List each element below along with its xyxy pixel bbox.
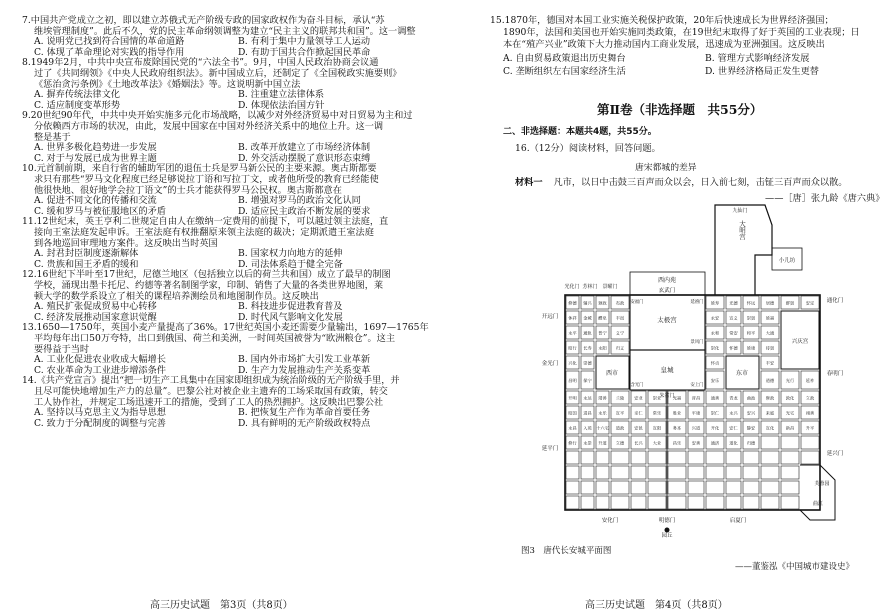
ward-label: 怀德	[729, 345, 738, 351]
option: D. 适应民主政治不断发展的要求	[238, 205, 371, 217]
right-footer: 高三历史试题 第4页（共8页）	[585, 600, 728, 611]
ward-block	[631, 466, 646, 479]
ward-label: 安善	[691, 440, 701, 446]
xingqing-label: 兴庆宫	[791, 339, 809, 345]
ward-label: 兴道	[691, 425, 701, 431]
question-text: 整是基于	[34, 131, 71, 143]
figure-caption: 图3 唐代长安城平面图	[521, 546, 612, 556]
question-text: 接向王室法庭发起申诉。王室法庭有权推翻原来领主法庭的裁决；定期派遣王室法庭	[34, 227, 374, 238]
kaiyuan-gate-label: 开远门	[541, 314, 559, 320]
ward-label: 曲池	[746, 395, 756, 401]
ward-label: 修政	[765, 395, 775, 401]
jingyao-gate-label: 景曜门	[602, 284, 618, 290]
option: B. 注重建立法律体系	[238, 89, 325, 101]
ward-block	[781, 481, 799, 494]
ward-block	[668, 481, 686, 494]
ward-label: 宣阳	[652, 425, 662, 431]
ward-block	[781, 436, 799, 449]
ward-block	[761, 466, 779, 479]
question-text: 他很快地、很好地学会拉丁语文”的士兵才能获得罗马公民权。奥古斯都意在	[34, 184, 342, 196]
ward-label: 敦化	[785, 395, 795, 401]
option: C. 经济发展推动国家意识觉醒	[34, 311, 157, 323]
anhua-gate-label: 安化门	[601, 518, 619, 524]
ward-label: 昭行	[568, 345, 577, 351]
option: A. 殖民扩张促成贸易中心转移	[34, 301, 157, 313]
ward-block	[726, 466, 741, 479]
ward-label: 入苑	[583, 425, 592, 431]
ward-label: 开明	[568, 395, 577, 401]
ward-block	[581, 466, 594, 479]
ward-label: 延福	[765, 315, 775, 321]
question-text: 15.1870年，德国对本国工业实施关税保护政策，20年后快速成长为世界经济强国；	[490, 15, 834, 26]
ward-block	[611, 481, 629, 494]
left-page	[0, 0, 435, 615]
ward-label: 安定	[805, 300, 815, 306]
ward-block	[668, 496, 686, 509]
question-stem: 13.1650—1750年，英国小麦产量提高了36%。17世纪英国小麦还需要少量输出，1697—1765年	[22, 322, 429, 334]
question-text: 维埃管理制度”。此后不久，党的民主革命纲领调整为建立“民主主义的联邦共和国”。这一调整	[34, 25, 416, 37]
option: A. 封君封臣制度逐渐解体	[34, 248, 139, 260]
yanxi-gate-label: 延禧门	[690, 300, 704, 305]
ward-block	[566, 451, 579, 464]
option: B. 有利于集中力量领导工人运动	[238, 36, 371, 48]
ward-block	[581, 451, 594, 464]
ward-block	[743, 466, 759, 479]
ward-block	[688, 451, 704, 464]
ward-block	[648, 451, 666, 464]
option: D. 司法体系趋于健全完备	[238, 258, 343, 270]
ward-label: 常安	[729, 330, 738, 336]
ward-label: 安邑	[634, 425, 643, 431]
xiaoer-label: 小儿坊	[778, 258, 796, 264]
ward-label: 通善	[710, 395, 720, 401]
yuanqiu-label: 园丘	[661, 533, 673, 539]
option: A. 说明党已找到符合国情的革命道路	[34, 36, 185, 48]
east-market-label: 东市	[735, 370, 749, 377]
anfu-gate-label: 安福门	[630, 300, 644, 305]
ward-label: 修行	[568, 440, 577, 446]
ward-label: 宣义	[729, 315, 738, 321]
ward-label: 永乐	[598, 410, 607, 416]
fanglin-gate-label: 芳林门	[582, 284, 598, 290]
qujiang-label: 曲江	[812, 501, 824, 507]
jinguang-gate-label: 金光门	[541, 361, 559, 367]
question-text: 过了《共同纲领》《中央人民政府组织法》。新中国成立后，还制定了《全国税政实施要则》	[34, 68, 402, 79]
option: B. 把恢复生产作为革命首要任务	[238, 407, 371, 419]
ward-label: 永昌	[568, 425, 577, 431]
ward-block	[743, 481, 759, 494]
option: C. 缓和罗马与被征服地区的矛盾	[34, 205, 166, 217]
material-text: 凡市，以日中击鼓三百声而众以会，日入前七刻，击钲三百声而众以散。	[553, 177, 848, 188]
question-stem: 7.中国共产党成立之初，即以建立苏俄式无产阶级专政的国家政权作为奋斗目标，承认“苏	[22, 15, 385, 26]
ward-label: 修德	[568, 300, 577, 306]
ward-label: 靖善	[598, 395, 607, 401]
section-title: 第Ⅱ卷（非选择题 共55分）	[597, 102, 763, 117]
ward-label: 兴化	[568, 360, 577, 366]
question-text: 本在“殖产兴业”政策下大力推动国内工商业发展，迅速成为亚洲强国。这反映出	[503, 39, 825, 50]
question-text: 工人协作社，并规定工场迅速开工的措施，受到了工人的热烈拥护。这反映出巴黎公社	[34, 396, 384, 408]
ward-label: 丰安	[765, 360, 775, 366]
ward-label: 群贤	[785, 300, 795, 306]
qixia-gate-label: 启夏门	[729, 518, 747, 524]
chunming-gate-label: 春明门	[826, 371, 844, 377]
ward-label: 立政	[805, 395, 815, 401]
ward-block	[668, 451, 686, 464]
ward-block	[596, 451, 609, 464]
guanghua-gate-label: 光化门	[564, 284, 580, 290]
figure-source: ——董鉴泓《中国城市建设史》	[735, 562, 855, 572]
ward-label: 归义	[615, 345, 625, 351]
ward-label: 醴泉	[598, 315, 607, 321]
ward-block	[631, 481, 646, 494]
option: C. 对于与发展已成为世界主题	[34, 152, 157, 164]
ward-label: 布政	[615, 300, 625, 306]
left-footer: 高三历史试题 第3页（共8页）	[150, 600, 293, 611]
option: D. 具有鲜明的无产阶级政权特点	[238, 417, 371, 429]
ward-block	[706, 451, 724, 464]
question-text: 平均每年出口50万夸特，出口到俄国、荷兰和美洲，一时间英国被誉为“欧洲粮仓”。这主	[34, 333, 396, 344]
ward-label: 永平	[568, 330, 577, 336]
option: B. 管理方式影响经济发展	[705, 53, 810, 64]
option: D. 生产力发展推动生产关系变革	[238, 364, 371, 376]
ward-label: 光宅	[785, 410, 795, 416]
ward-label: 永达	[583, 395, 592, 401]
material-label: 材料一	[515, 177, 543, 188]
ward-block	[581, 496, 594, 509]
ward-block	[648, 466, 666, 479]
ward-label: 胜业	[672, 410, 682, 416]
option: C. 体现了革命理论对实践的指导作用	[34, 46, 185, 58]
ward-block	[801, 451, 819, 464]
ward-block	[581, 481, 594, 494]
taiji-label: 太极宫	[657, 316, 677, 324]
option: C. 适应制度变革形势	[34, 99, 121, 111]
huangcheng-label: 皇城	[660, 366, 674, 374]
ward-label: 翊善	[805, 410, 815, 416]
west-market-label: 西市	[605, 370, 619, 377]
option: D. 外交活动摆脱了意识形态束缚	[238, 152, 371, 164]
furong-label: 芙蓉园	[814, 481, 830, 487]
ward-label: 归德	[746, 440, 756, 446]
ward-block	[761, 451, 779, 464]
ward-block	[566, 496, 579, 509]
ward-block	[566, 466, 579, 479]
ward-label: 崇化	[710, 345, 720, 351]
ward-label: 金城	[583, 315, 592, 321]
ward-block	[648, 496, 666, 509]
ward-label: 怀贞	[710, 360, 720, 366]
ward-label: 光行	[785, 378, 795, 383]
question-stem: 14.《共产党宣言》提出“把一切生产工具集中在国家即组织成为统治阶级的无产阶级手里，并	[22, 375, 400, 387]
ward-label: 延祚	[805, 378, 815, 383]
ward-label: 晋昌	[691, 395, 701, 401]
ward-label: 崇德	[583, 360, 592, 366]
question-text: 顿大学的数学系设立了相关的课程培养测绘员和地图制作员。这反映出	[34, 290, 319, 302]
ward-block	[611, 496, 629, 509]
question-text: 学校，涌现出墨卡托尼、约德等著名制图学家，印制、销售了大量的各类世界地图，莱	[34, 280, 384, 291]
question-text: 到各地巡回审理地方案件。这反映出当时英国	[34, 237, 218, 249]
ward-label: 来庭	[765, 410, 775, 416]
ward-block	[761, 436, 779, 449]
ward-label: 和平	[746, 330, 756, 336]
q16-head: 16.（12分）阅读材料，回答问题。	[515, 143, 661, 154]
ward-label: 永崇	[583, 440, 592, 446]
zhuque-gate-label: 朱雀门	[659, 393, 675, 399]
ward-label: 光德	[729, 300, 738, 306]
ward-label: 昌明	[568, 378, 577, 383]
option: B. 增强对罗马的政治文化认同	[238, 195, 361, 207]
ward-block	[706, 466, 724, 479]
city-wall	[565, 295, 820, 510]
ward-label: 安仁	[729, 425, 738, 431]
ward-block	[726, 451, 741, 464]
qujiang-outline	[800, 465, 835, 520]
ward-block	[631, 451, 646, 464]
ward-label: 颁政	[598, 300, 607, 306]
ward-block	[726, 481, 741, 494]
option: B. 改革开放建立了市场经济体制	[238, 142, 371, 154]
question-text: 要得益于当时	[34, 343, 90, 355]
option: B. 国内外市场扩大引发工业革新	[238, 354, 371, 366]
ward-label: 昭国	[568, 410, 577, 416]
ward-label: 义宁	[615, 330, 625, 336]
question-text: 1890年，法国和美国也开始实施同类政策，在19世纪末取得了好于英国的工业表现；日	[503, 27, 860, 38]
question-text: 且尽可能快地增加生产力的总量”。巴黎公社对被企业主遗弃的工场采取国有政策，转交	[34, 386, 388, 397]
question-stem: 10.元首制前期，来自行省的辅助军团的退伍士兵是罗马新公民的主要来源。奥古斯都要	[22, 163, 377, 175]
xiyuan-label: 西内苑	[657, 277, 677, 284]
ward-block	[611, 451, 629, 464]
ward-block	[566, 481, 579, 494]
ward-label: 长兴	[634, 440, 643, 446]
ward-label: 道德	[765, 378, 775, 383]
option: A. 坚持以马克思主义为指导思想	[34, 407, 166, 419]
ward-label: 延康	[746, 345, 756, 351]
ward-block	[706, 496, 724, 509]
ward-label: 立德	[615, 440, 625, 446]
option: B. 国家权力向地方的延伸	[238, 248, 343, 260]
ward-block	[648, 481, 666, 494]
section-intro: 二、非选择题：本题共4题，共55分。	[503, 127, 657, 137]
option: A. 工业化促进农业收成大幅增长	[34, 354, 166, 366]
material-source: ——［唐］张九龄《唐六典》	[765, 193, 884, 204]
ward-label: 大通	[765, 330, 775, 336]
ward-label: 崇贤	[746, 315, 756, 321]
ward-label: 长寿	[583, 345, 592, 351]
ward-label: 青龙	[729, 395, 738, 401]
ward-block	[743, 496, 759, 509]
ward-label: 新昌	[785, 425, 795, 431]
ward-block	[631, 496, 646, 509]
ward-block	[706, 481, 724, 494]
question-stem: 11.12世纪末，英王亨利二世规定自由人在缴纳一定费用的前提下，可以越过领主法庭，直	[22, 216, 389, 228]
ward-label: 升平	[805, 425, 815, 431]
ward-label: 怀远	[746, 300, 756, 306]
question-text: 求只有那些“罗马文化程度已经足够说拉丁语和写拉丁文，或者他所受的教育已经能使	[34, 174, 379, 185]
ward-label: 崇业	[652, 395, 662, 401]
ward-label: 安业	[634, 395, 643, 401]
option: D. 世界经济格局正发生更替	[705, 66, 819, 77]
ward-block	[688, 466, 704, 479]
ward-label: 宣化	[765, 425, 775, 431]
right-page	[435, 0, 884, 615]
question-text: 《惩治贪污条例》《土地改革法》《婚姻法》等。这说明新中国立法	[34, 78, 301, 90]
ward-label: 安乐	[710, 378, 720, 383]
option: A. 自由贸易政策退出历史舞台	[503, 53, 626, 64]
ward-block	[596, 481, 609, 494]
tonghua-gate-label: 通化门	[826, 298, 844, 304]
ward-label: 通济	[710, 440, 720, 446]
ward-block	[781, 496, 799, 509]
option: C. 农业革命为工业进步增添条件	[34, 364, 166, 376]
ward-label: 永兴	[729, 410, 738, 416]
ward-label: 普宁	[598, 330, 607, 336]
jiuxian-gate-label: 九仙门	[732, 208, 748, 214]
option: C. 致力于分配制度的调整与完善	[34, 417, 166, 429]
ward-label: 升道	[598, 440, 607, 446]
option: C. 垄断组织左右国家经济生活	[503, 66, 626, 77]
ward-label: 平康	[691, 410, 701, 416]
ward-label: 光福	[672, 395, 682, 401]
ward-label: 崇仁	[710, 410, 720, 416]
yanxing-gate-label: 延兴门	[826, 451, 844, 457]
ward-block	[688, 481, 704, 494]
question-stem: 12.16世纪下半叶至17世纪，尼德兰地区（包括独立以后的荷兰共和国）成立了最早的制图	[22, 269, 391, 281]
ward-block	[743, 451, 759, 464]
ward-label: 永和	[710, 330, 720, 336]
option: C. 贵族和国王矛盾的缓和	[34, 258, 139, 270]
option: D. 有助于国共合作掀起国民革命	[238, 46, 371, 58]
ward-label: 居德	[765, 300, 775, 306]
option: A. 促进不同文化的传播和交流	[34, 195, 157, 207]
ward-label: 道政	[615, 425, 625, 431]
ward-block	[596, 496, 609, 509]
ward-label: 休祥	[568, 315, 577, 321]
ward-label: 务本	[672, 425, 682, 431]
question-text: 分依赖西方市场的状况，由此，发展中国家在中国对外经济关系中的地位上升。这一调	[34, 121, 384, 132]
ward-block	[781, 451, 799, 464]
option: D. 体现依法治国方针	[238, 99, 325, 111]
ward-label: 大业	[652, 440, 662, 446]
yuanqiu-mark	[665, 528, 670, 533]
ward-label: 永阳	[598, 345, 607, 351]
ward-block	[688, 496, 704, 509]
ward-label: 亲仁	[634, 410, 643, 416]
ward-block	[781, 466, 799, 479]
hanguang-gate-label: 含光门	[630, 383, 644, 388]
daming-label: 大明宫	[738, 220, 746, 240]
question-stem: 8.1949年2月，中共中央宣布废除国民党的“六法全书”。9月，中国人民政治协商会议通	[22, 57, 379, 69]
option: B. 科技进步促进教育普及	[238, 301, 343, 313]
yanping-gate-label: 延平门	[541, 446, 559, 452]
ward-block	[596, 466, 609, 479]
xuanwu-label: 玄武门	[658, 288, 676, 294]
ward-label: 十六宅	[596, 425, 609, 431]
ward-label: 昌乐	[672, 440, 682, 446]
question-stem: 9.20世纪90年代，中共中央开始实施多元化市场战略，以减少对外经济贸易中对日贸易为主和过	[22, 110, 413, 122]
ward-label: 宣平	[615, 410, 625, 416]
anshang-gate-label: 安上门	[690, 383, 704, 388]
ward-label: 延寿	[710, 300, 720, 306]
mingde-gate-label: 明德门	[658, 518, 676, 524]
option: A. 世界多极化趋势进一步发展	[34, 142, 157, 154]
ward-label: 进昌	[583, 410, 592, 416]
ward-block	[761, 481, 779, 494]
ward-label: 保宁	[583, 378, 592, 383]
ward-label: 静安	[746, 425, 756, 431]
ward-block	[611, 466, 629, 479]
ward-block	[761, 496, 779, 509]
ward-label: 开化	[710, 425, 720, 431]
ward-block	[726, 496, 741, 509]
option: D. 时代风气影响文化发展	[238, 311, 343, 323]
option: A. 摒弃传统法律文化	[34, 89, 120, 101]
ward-label: 兰陵	[615, 395, 625, 401]
ward-label: 常乐	[652, 410, 662, 416]
ward-block	[801, 436, 819, 449]
changan-city-map	[510, 200, 850, 540]
ward-label: 永安	[710, 315, 720, 321]
map-heading: 唐宋都城的差异	[635, 163, 697, 173]
daming-palace-wall	[715, 205, 772, 295]
ward-block	[668, 466, 686, 479]
ward-label: 辅兴	[583, 300, 592, 306]
ward-label: 道化	[729, 440, 738, 446]
ward-label: 待贤	[765, 345, 775, 351]
ward-label: 安兴	[746, 410, 756, 416]
ward-label: 丰邑	[615, 315, 625, 321]
ward-label: 通轨	[583, 330, 592, 336]
jingfeng-gate-label: 景风门	[690, 340, 704, 345]
